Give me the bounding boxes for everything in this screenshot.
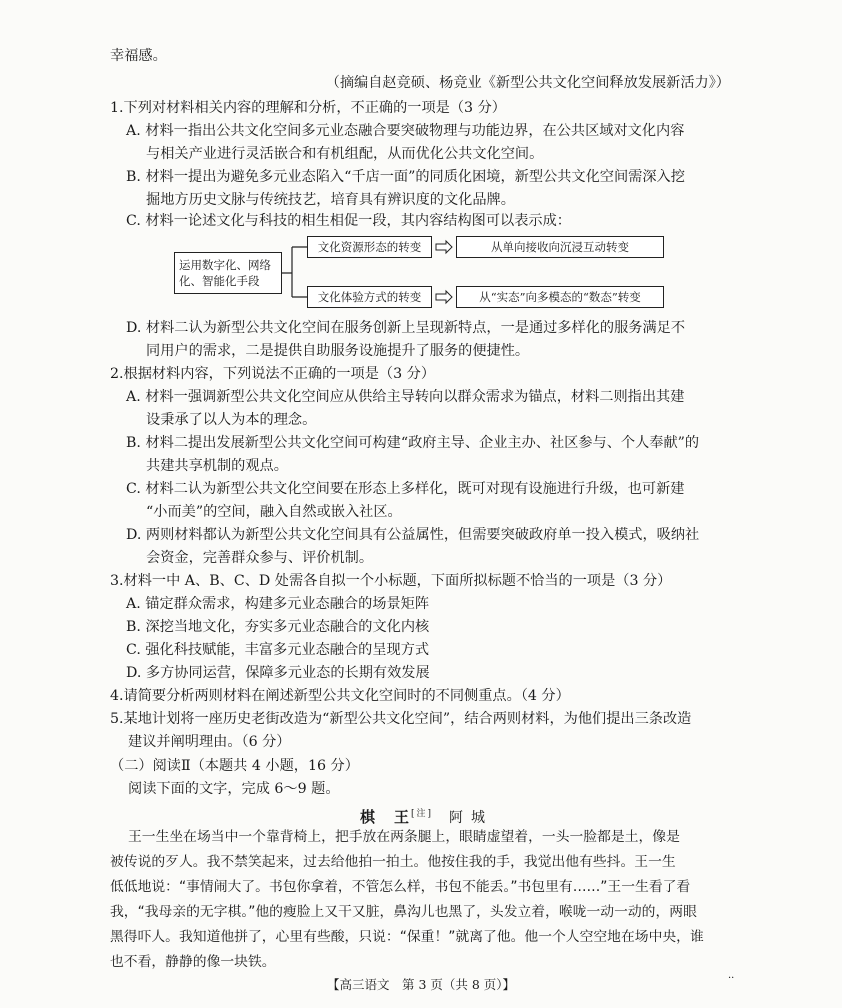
- q2-option-c-cont: “小而美”的空间，融入自然或嵌入社区。: [146, 504, 402, 520]
- q5-stem: 5.某地计划将一座历史老街改造为“新型公共文化空间”，结合两则材料，为他们提出三条改造: [110, 711, 692, 727]
- intro-text: 幸福感。: [110, 48, 167, 64]
- diagram-means-line1: 运用数字化、网络: [179, 258, 271, 272]
- story-paragraph-line: 我，“我母亲的无字棋。”他的瘦脸上又干又脏，鼻沟儿也黑了，头发立着，喉咙一动一动的，两眼: [110, 904, 697, 920]
- diagram-box-result-1: 从单向接收向沉浸互动转变: [456, 236, 664, 258]
- q2-option-b-cont: 共建共享机制的观点。: [146, 458, 288, 474]
- diagram-box-result-2: 从“实态”向多模态的“数态”转变: [456, 286, 664, 308]
- story-author: 阿城: [449, 810, 494, 826]
- q3-option-a: A. 锚定群众需求，构建多元业态融合的场景矩阵: [126, 596, 430, 612]
- q2-option-a: A. 材料一强调新型公共文化空间应从供给主导转向以群众需求为锚点，材料二则指出其建: [126, 389, 685, 405]
- q3-option-b: B. 深挖当地文化，夯实多元业态融合的文化内核: [126, 619, 430, 635]
- diagram-box-experience: 文化体验方式的转变: [307, 286, 432, 308]
- diagram-means-line2: 化、智能化手段: [179, 274, 260, 288]
- q2-option-d: D. 两则材料都认为新型公共文化空间具有公益属性，但需要突破政府单一投入模式，吸纳社: [126, 527, 700, 543]
- q2-option-d-cont: 会资金，完善群众参与、评价机制。: [146, 550, 374, 566]
- story-paragraph-line: 也不看，静静的像一块铁。: [110, 954, 276, 970]
- q1-option-b-cont: 掘地方历史文脉与传统技艺，培育具有辨识度的文化品牌。: [146, 192, 515, 208]
- q1-option-c: C. 材料一论述文化与科技的相生相促一段，其内容结构图可以表示成：: [126, 213, 571, 229]
- q1-option-a: A. 材料一指出公共文化空间多元业态融合要突破物理与功能边界，在公共区域对文化内容: [126, 123, 685, 139]
- story-title: 棋 王: [360, 808, 412, 826]
- diagram-box-resource: 文化资源形态的转变: [307, 236, 432, 258]
- story-paragraph-line: 被传说的歹人。我不禁笑起来，过去给他拍一拍土。他按住我的手，我觉出他有些抖。王一生: [110, 854, 676, 870]
- q2-stem: 2.根据材料内容，下列说法不正确的一项是（3 分）: [110, 366, 436, 382]
- story-paragraph-line: 黑得吓人。我知道他拼了，心里有些酸，只说：“保重！”就离了他。他一个人空空地在场中央，谁: [110, 929, 704, 945]
- q5-stem-cont: 建议并阐明理由。（6 分）: [128, 734, 291, 750]
- q2-option-c: C. 材料二认为新型公共文化空间要在形态上多样化，既可对现有设施进行升级，也可新建: [126, 481, 685, 497]
- story-title-line: [360, 804, 493, 828]
- arrow-bottom: [436, 291, 452, 303]
- q2-option-a-cont: 设秉承了以人为本的理念。: [146, 412, 317, 428]
- q1-stem: 1.下列对材料相关内容的理解和分析，不正确的一项是（3 分）: [110, 100, 506, 116]
- section-heading: （二）阅读Ⅱ（本题共 4 小题，16 分）: [110, 758, 359, 774]
- q1-option-b: B. 材料一提出为避免多元业态陷入“千店一面”的同质化困境，新型公共文化空间需深入挖: [126, 169, 685, 185]
- section-instruction: 阅读下面的文字，完成 6～9 题。: [128, 781, 340, 797]
- page-footer: 【高三语文 第 3 页（共 8 页）】: [326, 977, 516, 992]
- arrow-top: [436, 241, 452, 253]
- structure-diagram: [174, 234, 669, 314]
- source-citation: （摘编自赵竞硕、杨竞业《新型公共文化空间释放发展新活力》）: [325, 75, 730, 91]
- q3-option-d: D. 多方协同运营，保障多元业态的长期有效发展: [126, 665, 430, 681]
- q3-stem: 3.材料一中 A、B、C、D 处需各自拟一个小标题，下面所拟标题不恰当的一项是（3 分）: [110, 573, 672, 589]
- q2-option-b: B. 材料二提出发展新型公共文化空间可构建“政府主导、企业主办、社区参与、个人奉献”的: [126, 435, 700, 451]
- q4-stem: 4.请简要分析两则材料在阐述新型公共文化空间时的不同侧重点。（4 分）: [110, 688, 570, 704]
- footer-mark: ··: [728, 973, 735, 984]
- diagram-box-means: [174, 252, 282, 294]
- q3-option-c: C. 强化科技赋能，丰富多元业态融合的呈现方式: [126, 642, 430, 658]
- q1-option-d-cont: 同用户的需求，二是提供自助服务设施提升了服务的便捷性。: [146, 343, 530, 359]
- q1-option-d: D. 材料二认为新型公共文化空间在服务创新上呈现新特点，一是通过多样化的服务满足不: [126, 320, 686, 336]
- q1-option-a-cont: 与相关产业进行灵活嵌合和有机组配，从而优化公共文化空间。: [146, 146, 544, 162]
- story-note-mark: [注]: [411, 809, 434, 819]
- story-paragraph-line: 低低地说：“事情闹大了。书包你拿着，不管怎么样，书包不能丢。”书包里有……”王一生看了看: [110, 879, 691, 895]
- bracket-line: [282, 247, 307, 297]
- story-paragraph-line: 王一生坐在场当中一个靠背椅上，把手放在两条腿上，眼睛虚望着，一头一脸都是土，像是: [128, 829, 680, 845]
